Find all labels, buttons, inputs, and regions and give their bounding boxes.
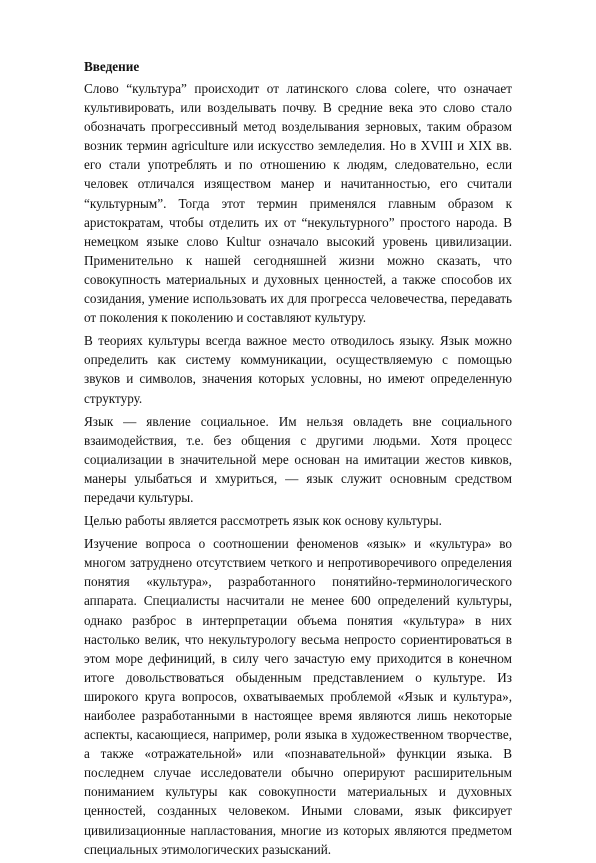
paragraph-5: Изучение вопроса о соотношении феноменов «язык» и «культура» во многом затруднено отсутствием четкого и непротиворечивого определения понятия «культура», разработанного понятийно-терминологического аппарата. Специалисты насчитали не менее 600 определений культуры, однако разброс в интерпретации объема понятия «культура» в них настолько велик, что некультурологу весьма непросто сориентироваться в этом море дефиниций, в силу чего зачастую ему приходится в конечном итоге довольствоваться обыденным представлением о культуре. Из широкого круга вопросов, охватываемых проблемой «Язык и культура», наиболее разработанными в настоящее время являются лишь некоторые аспекты, касающиеся, например, роли языка в художественном творчестве, а также «отражательной» или «познавательной» функции языка. В последнем случае исследователи обычно оперируют расширительным пониманием культуры как совокупности материальных и духовных ценностей, созданных человеком. Иными словами, язык фиксирует цивилизационные напластования, многие из которых являются предметом специальных этимологических разысканий.: [84, 536, 512, 857]
document-page: [84, 57, 512, 863]
paragraph-1: Слово “культура” происходит от латинского слова colere, что означает культивировать, или возделывать почву. В средние века это слово стало обозначать прогрессивный метод возделывания зерновых, таким образом возник термин agriculture или искусство земледелия. Но в XVIII и XIX вв. его стали употреблять и по отношению к людям, следовательно, если человек отличался изяществом манер и начитанностью, его считали “культурным”. Тогда этот термин применялся главным образом к аристократам, чтобы отделить их от “некультурного” простого народа. В немецком языке слово Kultur означало высокий уровень цивилизации. Применительно к нашей сегодняшней жизни можно сказать, что совокупность материальных и духовных ценностей, а также способов их созидания, умение использовать их для прогресса человечества, передавать от поколения к поколению и составляют культуру.: [84, 81, 512, 326]
section-heading: Введение: [84, 59, 140, 74]
paragraph-4: Целью работы является рассмотреть язык кок основу культуры.: [84, 513, 442, 529]
paragraph-3: Язык — явление социальное. Им нельзя овладеть вне социального взаимодействия, т.е. без общения с другими людьми. Хотя процесс социализации в значительной мере основан на имитации жестов кивков, манеры улыбаться и хмуриться, — язык служит основным средством передачи культуры.: [84, 413, 512, 505]
paragraph-2: В теориях культуры всегда важное место отводилось языку. Язык можно определить как систему коммуникации, осуществляемую с помощью звуков и символов, значения которых условны, но имеют определенную структуру.: [84, 333, 512, 406]
